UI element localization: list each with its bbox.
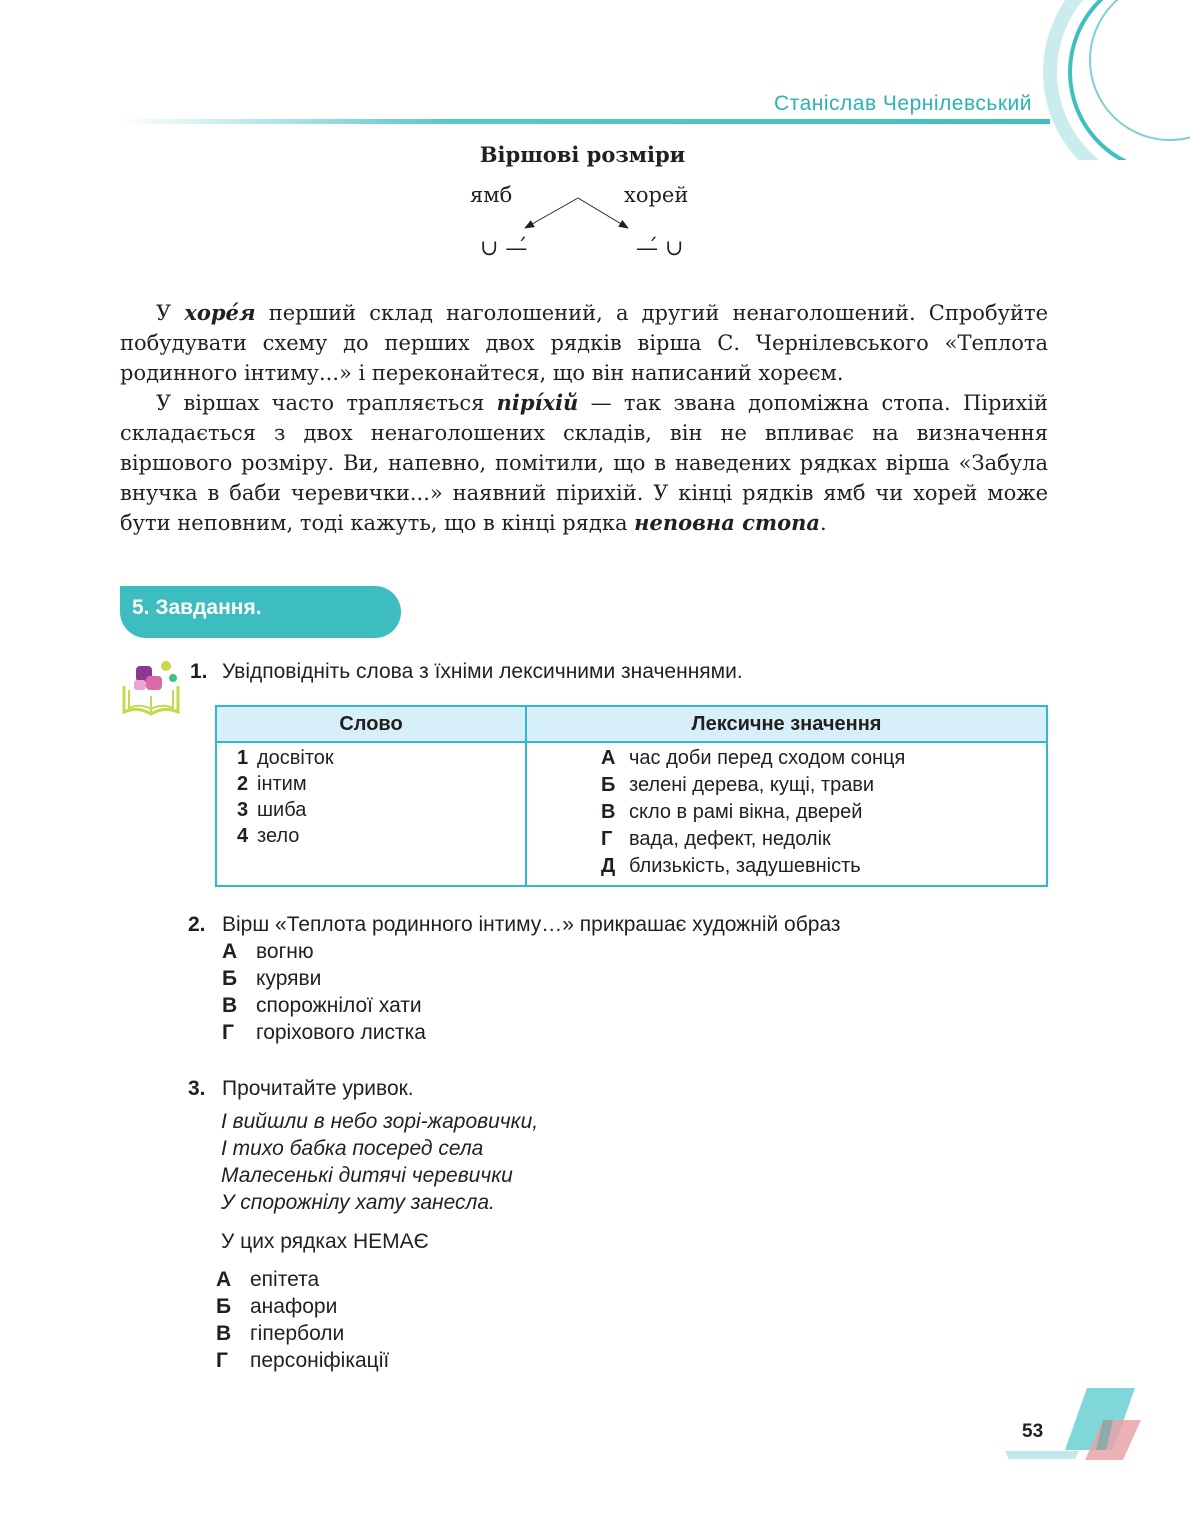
- iamb-scheme: ∪ —́: [480, 236, 528, 261]
- verse-line: У спорожнілу хату занесла.: [221, 1191, 495, 1214]
- verse-line: І тихо бабка посеред села: [221, 1137, 484, 1160]
- table-header-meaning: Лексичне значення: [691, 713, 882, 735]
- trochee-scheme: —́ ∪: [636, 236, 684, 261]
- iamb-label: ямб: [470, 183, 513, 207]
- arrow-to-trochee: [578, 198, 628, 228]
- meaning-item: Д близькість, задушевність: [601, 855, 861, 877]
- page-number: 53: [1022, 1421, 1044, 1442]
- task-1-prompt: Увідповідніть слова з їхніми лексичними значеннями.: [222, 660, 743, 683]
- meaning-item: В скло в рамі вікна, дверей: [601, 801, 863, 823]
- word-item: 2 інтим: [237, 773, 307, 795]
- task-2-option: В спорожнілої хати: [222, 994, 422, 1017]
- running-header-author: Станіслав Чернілевський: [774, 92, 1032, 115]
- word-item: 4 зело: [237, 825, 300, 847]
- task-2-prompt: Вірш «Теплота родинного інтиму…» прикрашає художній образ: [222, 913, 841, 936]
- meaning-item: Г вада, дефект, недолік: [601, 828, 831, 850]
- task-2-number: 2.: [188, 913, 206, 936]
- verse-line: І вийшли в небо зорі-жаровички,: [221, 1110, 539, 1133]
- task-2-option: А вогню: [222, 940, 314, 963]
- task-2-option: Г горіхового листка: [222, 1021, 426, 1044]
- term-pyrrhic: пірі́хій: [496, 390, 579, 415]
- word-item: 1 досвіток: [237, 747, 334, 769]
- task-3-number: 3.: [188, 1077, 206, 1100]
- trochee-label: хорей: [624, 183, 689, 207]
- word-item: 3 шиба: [237, 799, 307, 821]
- arrow-to-iamb: [525, 198, 578, 228]
- meters-title: Віршові розміри: [479, 142, 686, 167]
- task-1-number: 1.: [190, 660, 208, 683]
- section-heading: 5. Завдання.: [132, 596, 262, 619]
- task-3-option: А епітета: [216, 1268, 320, 1291]
- header-rings-decoration: [1020, 0, 1190, 160]
- task-3-option: Б анафори: [216, 1295, 338, 1318]
- task-3-option: В гіперболи: [216, 1322, 345, 1345]
- meters-arrows: [470, 190, 640, 240]
- paragraph-pyrrhic: У віршах часто трапляється пірі́хій — так звана допоміжна стопа. Пірихій складається з двох ненаголошених складів, він не впливає на визначення віршового розміру. Ви, напевно, помітили, що в наведених рядках вірша «Забула внучка в баби черевички...» наявний пірихій. У кінці рядків ямб чи хорей може бути неповним, тоді кажуть, що в кінці рядка неповна стопа.: [120, 390, 1048, 535]
- header-rule: [120, 119, 1050, 124]
- task-2-option: Б куряви: [222, 967, 322, 990]
- task-3-option: Г персоніфікації: [216, 1349, 390, 1372]
- meaning-item: Б зелені дерева, кущі, трави: [601, 774, 875, 796]
- term-trochee: хоре́я: [184, 300, 256, 325]
- open-book-icon: [120, 658, 182, 720]
- paragraph-trochee: У хоре́я перший склад наголошений, а другий ненаголошений. Спробуйте побудувати схему до перших двох рядків вірша С. Чернілевського «Теплота родинного інтиму...» і переконайтеся, що він написаний хореєм.: [120, 300, 1048, 385]
- term-incomplete-foot: неповна стопа: [634, 510, 821, 535]
- task-3-prompt: Прочитайте уривок.: [222, 1077, 414, 1100]
- task-3-question: У цих рядках НЕМАЄ: [221, 1230, 429, 1253]
- matching-table: [215, 705, 1048, 887]
- verse-line: Малесенькі дитячі черевички: [221, 1164, 513, 1187]
- table-header-word: Слово: [339, 713, 403, 735]
- meaning-item: А час доби перед сходом сонця: [601, 747, 906, 769]
